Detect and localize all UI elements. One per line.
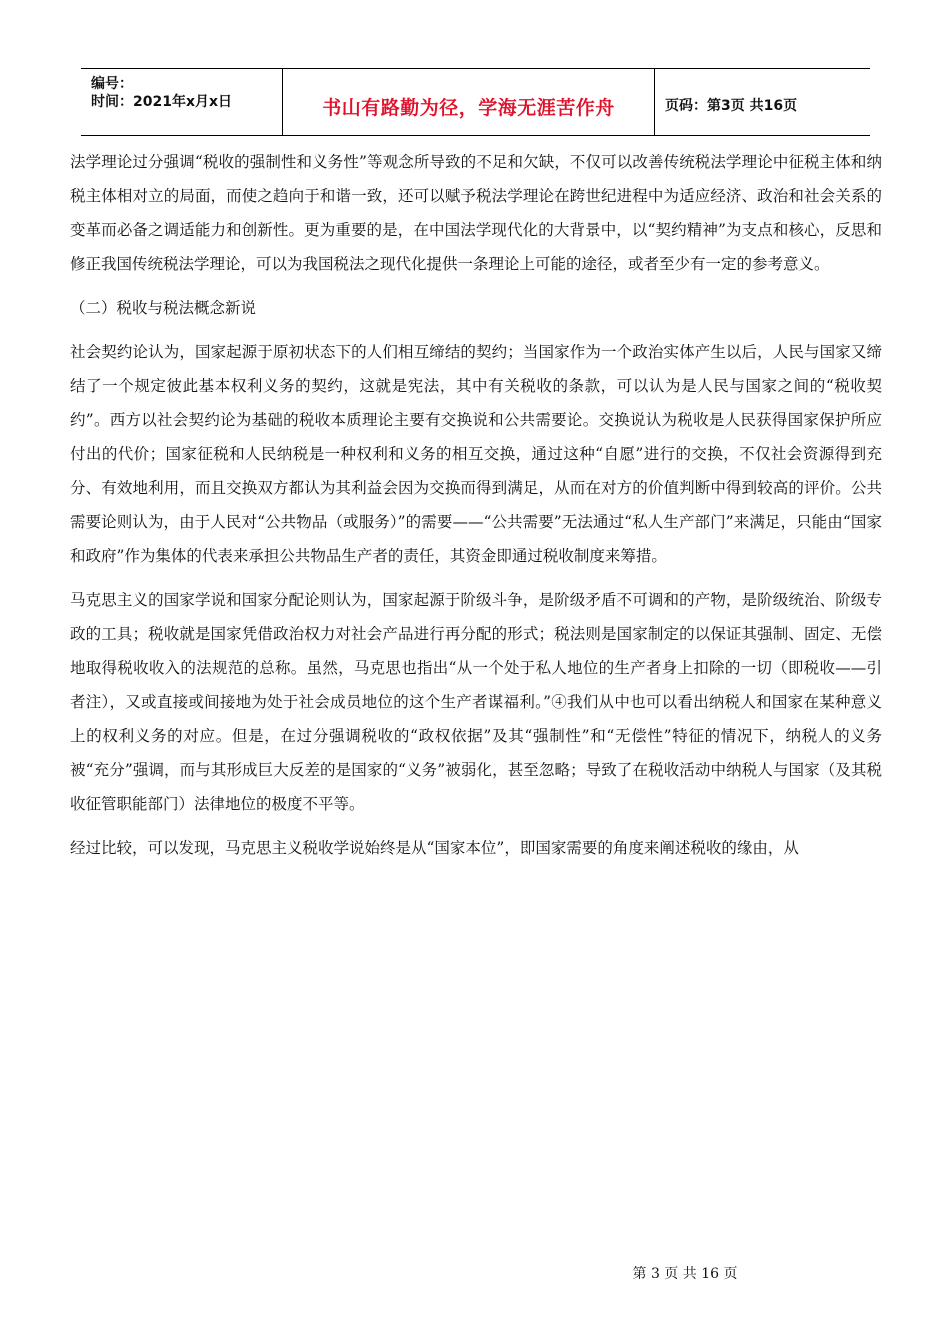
- body-paragraph: 法学理论过分强调“税收的强制性和义务性”等观念所导致的不足和欠缺，不仅可以改善传统税法学理论中征税主体和纳税主体相对立的局面，而使之趋向于和谐一致，还可以赋予税法学理论在跨世纪进程中为适应经济、政治和社会关系的变革而必备之调适能力和创新性。更为重要的是，在中国法学现代化的大背景中，以“契约精神”为支点和核心，反思和修正我国传统税法学理论，可以为我国税法之现代化提供一条理论上可能的途径，或者至少有一定的参考意义。: [70, 153, 882, 273]
- header-page-cell: [655, 69, 870, 135]
- body-paragraph: 马克思主义的国家学说和国家分配论则认为，国家起源于阶级斗争，是阶级矛盾不可调和的产物，是阶级统治、阶级专政的工具；税收就是国家凭借政治权力对社会产品进行再分配的形式；税法则是国家制定的以保证其强制、固定、无偿地取得税收收入的法规范的总称。虽然，马克思也指出“从一个处于私人地位的生产者身上扣除的一切（即税收——引者注），又或直接或间接地为处于社会成员地位的这个生产者谋福利。”④我们从中也可以看出纳税人和国家在某种意义上的权利义务的对应。但是，在过分强调税收的“政权依据”及其“强制性”和“无偿性”特征的情况下，纳税人的义务被“充分”强调，而与其形成巨大反差的是国家的“义务”被弱化，甚至忽略；导致了在税收活动中纳税人与国家（及其税收征管职能部门）法律地位的极度不平等。: [70, 591, 882, 813]
- header-page-info: 页码：第3页 共16页: [665, 98, 798, 114]
- page-header: [81, 68, 870, 136]
- body-paragraph: 社会契约论认为，国家起源于原初状态下的人们相互缔结的契约；当国家作为一个政治实体产生以后，人民与国家又缔结了一个规定彼此基本权利义务的契约，这就是宪法，其中有关税收的条款，可以认为是人民与国家之间的“税收契约”。西方以社会契约论为基础的税收本质理论主要有交换说和公共需要论。交换说认为税收是人民获得国家保护所应付出的代价；国家征税和人民纳税是一种权利和义务的相互交换，通过这种“自愿”进行的交换，不仅社会资源得到充分、有效地利用，而且交换双方都认为其利益会因为交换而得到满足，从而在对方的价值判断中得到较高的评价。公共需要论则认为，由于人民对“公共物品（或服务）”的需要——“公共需要”无法通过“私人生产部门”来满足，只能由“国家和政府”作为集体的代表来承担公共物品生产者的责任，其资金即通过税收制度来筹措。: [70, 343, 882, 565]
- header-motto-cell: [283, 69, 655, 135]
- header-meta-cell: [81, 69, 283, 135]
- section-heading: （二）税收与税法概念新说: [70, 299, 257, 317]
- header-motto: 书山有路勤为径，学海无涯苦作舟: [322, 97, 615, 119]
- document-body: [70, 145, 882, 875]
- document-id-label: 编号：: [91, 76, 133, 92]
- document-date: 时间：2021年x月x日: [91, 94, 233, 110]
- page-footer: 第 3 页 共 16 页: [632, 1266, 738, 1282]
- body-paragraph: 经过比较，可以发现，马克思主义税收学说始终是从“国家本位”，即国家需要的角度来阐述税收的缘由，从: [70, 839, 799, 857]
